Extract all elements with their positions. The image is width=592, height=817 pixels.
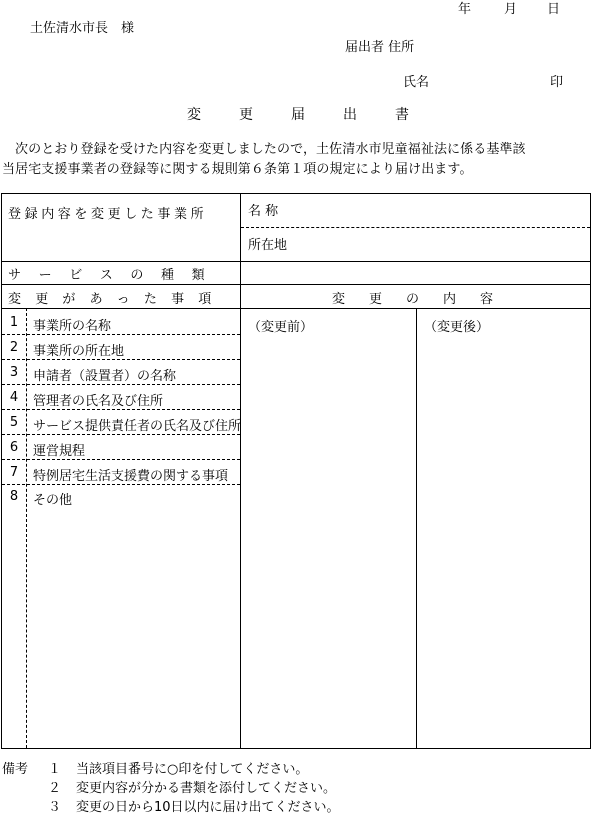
- item-label: その他: [33, 493, 73, 508]
- note-number: ３: [48, 800, 62, 815]
- item-number: 2: [9, 340, 19, 355]
- after-label: （変更後）: [424, 320, 490, 335]
- divider: [416, 308, 417, 748]
- item-label: 管理者の氏名及び住所: [33, 394, 164, 409]
- divider: [241, 227, 590, 228]
- changed-items-header: 変更があった事項: [8, 292, 226, 307]
- title-char: 更: [239, 107, 253, 123]
- item-label: 特例居宅生活支援費の関する事項: [33, 469, 229, 484]
- title-char: 出: [343, 107, 357, 123]
- note-number: ２: [48, 781, 62, 796]
- item-label: 運営規程: [33, 444, 86, 459]
- date-month-label: 月: [504, 2, 518, 17]
- intro-line-1: 次のとおり登録を受けた内容を変更しましたので，土佐清水市児童福祉法に係る基準該: [15, 142, 526, 157]
- addressee: 土佐清水市長 様: [30, 21, 135, 36]
- item-number: 4: [9, 390, 19, 405]
- seal-label: 印: [550, 75, 564, 90]
- divider: [2, 261, 590, 262]
- item-number: 1: [9, 315, 19, 330]
- item-number: 3: [9, 365, 19, 380]
- item-label: 事業所の所在地: [33, 344, 125, 359]
- divider: [2, 308, 590, 309]
- note-text: 当該項目番号に○印を付してください。: [76, 762, 309, 777]
- item-number: 7: [9, 465, 19, 480]
- change-content-header: 変更の内容: [332, 292, 518, 307]
- item-number: 5: [9, 415, 19, 430]
- change-notification-form: [1, 193, 591, 749]
- business-header: [8, 203, 235, 222]
- location-label: 所在地: [248, 238, 288, 253]
- item-number: 6: [9, 440, 19, 455]
- title-char: 変: [187, 107, 201, 123]
- divider: [2, 284, 590, 285]
- divider: [2, 409, 240, 410]
- divider: [2, 434, 240, 435]
- notes-heading: 備考: [2, 762, 29, 777]
- intro-paragraph: [2, 140, 592, 180]
- date-year-label: 年: [458, 2, 472, 17]
- divider: [26, 308, 27, 748]
- title-char: 書: [395, 107, 409, 123]
- note-number: １: [48, 762, 62, 777]
- note-text: 変更内容が分かる書類を添付してください。: [76, 781, 337, 796]
- date-day-label: 日: [547, 2, 561, 17]
- item-label: 申請者（設置者）の名称: [33, 369, 177, 384]
- divider: [2, 384, 240, 385]
- applicant-name-label: 氏名: [403, 75, 430, 90]
- divider: [240, 194, 241, 748]
- title-char: 届: [291, 107, 305, 123]
- divider: [2, 484, 240, 485]
- name-label: 名 称: [248, 204, 279, 219]
- divider: [2, 459, 240, 460]
- note-text: 変更の日から10日以内に届け出てください。: [76, 800, 340, 815]
- item-label: サービス提供責任者の氏名及び住所: [33, 419, 242, 434]
- intro-line-2: 当居宅支援事業者の登録等に関する規則第６条第１項の規定により届け出ます。: [2, 162, 473, 177]
- before-label: （変更前）: [248, 320, 314, 335]
- applicant-address-label: 届出者 住所: [345, 40, 415, 55]
- item-number: 8: [9, 489, 19, 504]
- business-header-text: 登録内容を変更した事業所: [8, 207, 208, 222]
- service-type-label: サービスの種類: [8, 268, 223, 283]
- divider: [2, 359, 240, 360]
- divider: [2, 334, 240, 335]
- item-label: 事業所の名称: [33, 319, 112, 334]
